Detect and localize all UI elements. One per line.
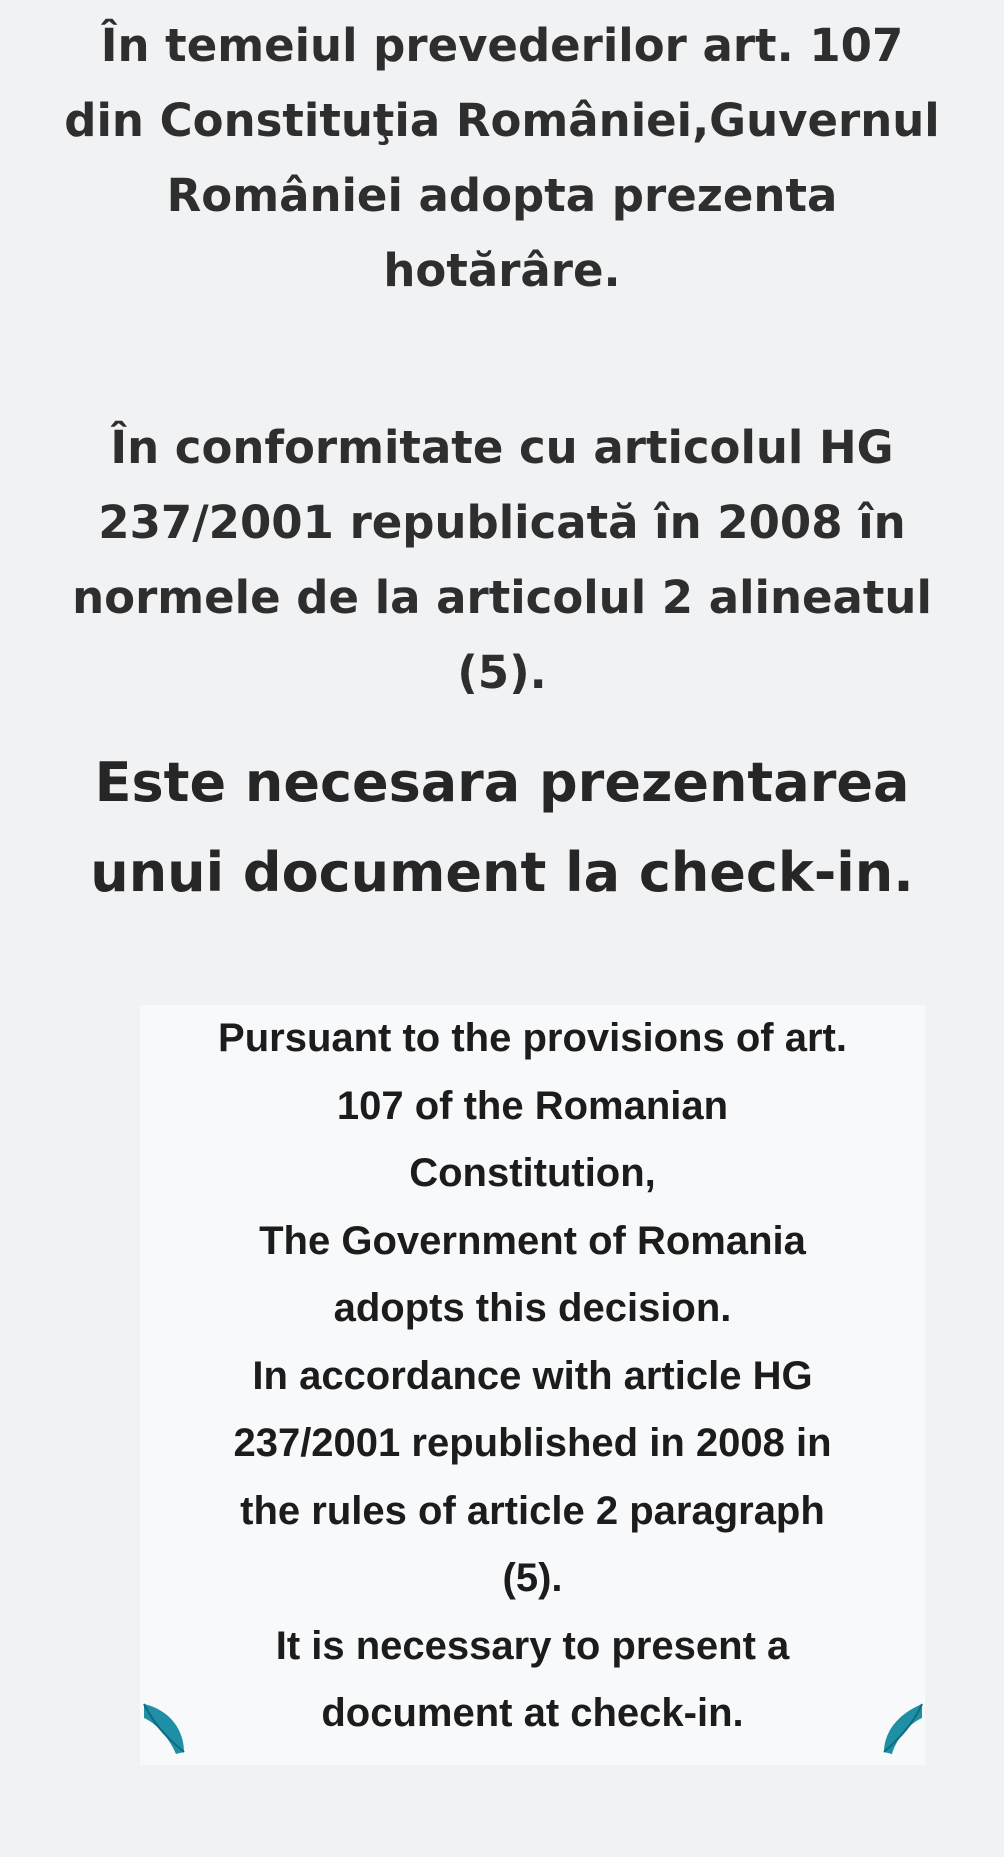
text-line: The Government of Romania bbox=[259, 1218, 806, 1263]
leaf-corner-icon bbox=[878, 1700, 926, 1756]
text-line: normele de la articolul 2 alineatul bbox=[72, 571, 932, 624]
text-line: Constitution, bbox=[409, 1151, 656, 1195]
romanian-paragraph-regulation bbox=[0, 410, 1004, 710]
text-line: document at check-in. bbox=[321, 1691, 744, 1735]
text-line: It is necessary to present a bbox=[275, 1623, 790, 1668]
english-translation-panel bbox=[140, 1005, 925, 1765]
text-line: În temeiul prevederilor art. 107 bbox=[100, 19, 904, 72]
text-line: Pursuant to the provisions of art. bbox=[218, 1016, 847, 1060]
text-line: În conformitate cu articolul HG bbox=[110, 421, 894, 474]
english-translation-text bbox=[140, 1005, 925, 1748]
romanian-checkin-notice bbox=[0, 738, 1004, 918]
text-line: (5). bbox=[502, 1556, 563, 1600]
text-line: adopts this decision. bbox=[333, 1286, 732, 1330]
text-line: României adopta prezenta bbox=[166, 169, 838, 222]
leaf-corner-icon bbox=[140, 1700, 188, 1756]
text-line: 237/2001 republished in 2008 in bbox=[233, 1421, 832, 1465]
text-line: hotărâre. bbox=[383, 244, 621, 297]
text-line: unui document la check-in. bbox=[90, 841, 914, 904]
text-line: the rules of article 2 paragraph bbox=[240, 1488, 825, 1533]
text-line: Este necesara prezentarea bbox=[94, 751, 910, 814]
text-line: 237/2001 republicată în 2008 în bbox=[98, 496, 906, 549]
text-line: (5). bbox=[457, 646, 547, 699]
text-line: In accordance with article HG bbox=[252, 1353, 813, 1398]
text-line: 107 of the Romanian bbox=[336, 1083, 729, 1128]
romanian-paragraph-legal-basis bbox=[0, 8, 1004, 308]
text-line: din Constituţia României,Guvernul bbox=[64, 94, 940, 147]
